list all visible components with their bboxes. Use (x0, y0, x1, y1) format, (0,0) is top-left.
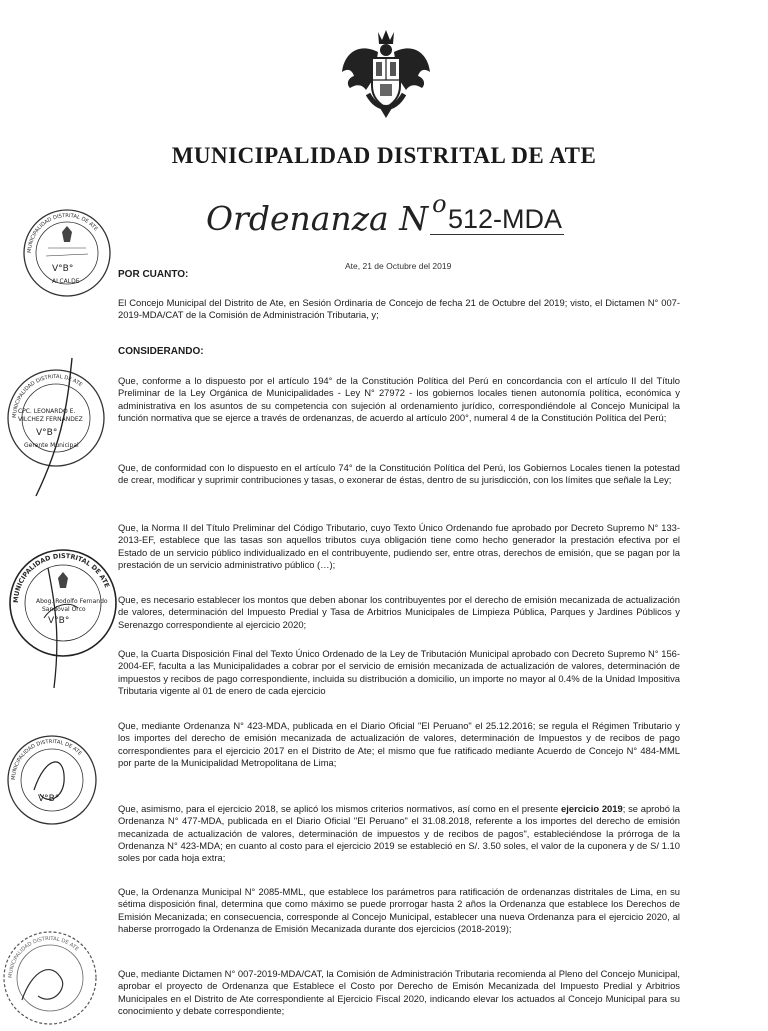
stamp-1-ring: MUNICIPALIDAD DISTRITAL DE ATE (26, 212, 99, 254)
stamp-4-ring: MUNICIPALIDAD DISTRITAL DE ATE (10, 738, 83, 781)
seal-stamp-gerente (6, 368, 106, 468)
paragraph-5: Que, la Cuarta Disposición Final del Texto Único Ordenado de la Ley de Tributación Municipal aprobado con Decreto Supremo N° 156-2004-EF, faculta a las Municipalidades a cobrar por el servicio de emisión mecanizada de actualización de valores, determinación de impuestos y recibos de pago correspondiente, incluida su distribución a domicilio, un importe no mayor al 0.4% de la Unidad Impositiva Tributaria vigente al 01 de enero de cada ejercicio (118, 648, 680, 696)
stamp-2-role: Gerente Municipal (24, 442, 79, 449)
paragraph-1: Que, conforme a lo dispuesto por el artículo 194° de la Constitución Política del Perú en concordancia con el artículo II del Título Preliminar de la Ley Orgánica de Municipalidades - Ley N° 27972 - los gobiernos locales tienen autonomía política, económica y administrativa en los asuntos de su competencia con sujeción al ordenamiento jurídico, correspondiéndole al Concejo Municipal la función normativa que se ejerce a través de ordenanzas, de acuerdo al artículo 200°, numeral 4 de la Constitución Política del Perú; (118, 375, 680, 423)
municipality-title: MUNICIPALIDAD DISTRITAL DE ATE (171, 143, 597, 168)
paragraph-7-bold: ejercicio 2019 (561, 803, 623, 814)
seal-stamp-4 (6, 734, 98, 826)
paragraph-2: Que, de conformidad con lo dispuesto en el artículo 74° de la Constitución Política del Perú, los Gobiernos Locales tienen la potestad de crear, modificar y suprimir contribuciones y tasas, o exonerar de éstas, dentro de su jurisdicción, con los límites que señale la Ley; (118, 462, 680, 486)
stamp-1-vb: V°B° (52, 264, 74, 274)
paragraph-visto: El Concejo Municipal del Distrito de Ate, en Sesión Ordinaria de Concejo de fecha 21 de Octubre del 2019; visto, el Dictamen N° 007-2019-MDA/CAT de la Comisión de Administración Tributaria, y; (118, 297, 680, 321)
stamp-2-name1: CPC. LEONARDO E. (18, 408, 76, 415)
paragraph-4: Que, es necesario establecer los montos que deben abonar los contribuyentes por el derecho de emisión mecanizada de actualización de valores, determinación del Impuesto Predial y Tasa de Arbitrios Municipales de Limpieza Pública, Parques y Jardines Públicos y Serenazgo correspondiente al ejercicio 2020; (118, 594, 680, 630)
coat-of-arms-icon (338, 28, 434, 120)
stamp-2-ring: MUNICIPALIDAD DISTRITAL DE ATE (11, 373, 84, 419)
paragraph-9: Que, mediante Dictamen N° 007-2019-MDA/CAT, la Comisión de Administración Tributaria recomienda al Pleno del Concejo Municipal, aprobar el proyecto de Ordenanza que Establece el Costo por Derecho de Emisón Mecanizada del Impuesto Predial y Arbitrios Municipales en el Distrito de Ate correspondiente al Ejercicio Fiscal 2020, indicando elevar los actuados al Concejo Municipal para su conocimiento y debate correspondiente; (118, 968, 680, 1016)
ordinance-label (206, 190, 447, 238)
considerando-heading: CONSIDERANDO: (118, 346, 204, 357)
ordinance-number: 512-MDA (430, 204, 564, 235)
seal-stamp-alcalde (22, 208, 112, 298)
por-cuanto-heading: POR CUANTO: (118, 269, 189, 280)
paragraph-7-a: Que, asimismo, para el ejercicio 2018, se aplicó los mismos criterios normativos, así como en el presente (118, 803, 562, 814)
ordinance-sign: o (432, 190, 447, 218)
stamp-5-ring: MUNICIPALIDAD DISTRITAL DE ATE (7, 935, 80, 979)
stamp-1-role: ALCALDE (52, 278, 80, 285)
paragraph-7 (118, 803, 680, 864)
svg-text:MUNICIPALIDAD DISTRITAL DE ATE (8, 936, 80, 978)
paragraph-3: Que, la Norma II del Título Preliminar del Código Tributario, cuyo Texto Único Ordenando fue aprobado por Decreto Supremo N° 133-2013-EF, establece que las tasas son aquellos tributos cuya obligación tiene como hecho generador la prestación efectiva por el Estado de un servicio público individualizado en el contribuyente, pudiendo ser, entre otras, derechos de emisión, que se pagan por la prestación de un servicio administrativo público (…); (118, 522, 680, 570)
document-date: Ate, 21 de Octubre del 2019 (345, 261, 452, 271)
stamp-3-name2: Sandoval Orco (42, 606, 86, 613)
paragraph-8: Que, la Ordenanza Municipal N° 2085-MML, que establece los parámetros para ratificación de ordenanzas distritales de Lima, en su sétima disposición final, determina que como máximo se puede prorrogar hasta 2 años la Ordenanza que establece los Derechos de Emisión Mecanizada; en consecuencia, corresponde al Concejo Municipal, establecer una nueva Ordenanza para el ejercicio 2020, al haberse prorrogado la Ordenanza de Emisión Mecanizada durante dos ejercicios (2018-2019); (118, 886, 680, 934)
seal-stamp-asesoria (8, 548, 118, 658)
stamp-2-vb: V°B° (36, 428, 58, 438)
stamp-4-vb: V°B° (38, 794, 60, 804)
ordinance-label-text: Ordenanza N (206, 199, 429, 238)
paragraph-6: Que, mediante Ordenanza N° 423-MDA, publicada en el Diario Oficial "El Peruano" el 25.12.2016; se regula el Régimen Tributario y los importes del derecho de emisión mecanizada de actualización de valores, determinación de Impuestos y de recibos de pago correspondientes para el ejercicio 2017 en el Distrito de Ate; el mismo que fue ratificado mediante Acuerdo de Concejo N° 484-MML por parte de la Municipalidad Metropolitana de Lima; (118, 720, 680, 768)
seal-stamp-5 (2, 930, 98, 1026)
stamp-3-name1: Abog. Rodolfo Fernando (36, 598, 108, 605)
stamp-3-ring: MUNICIPALIDAD DISTRITAL DE ATE (11, 551, 112, 604)
paragraph-7-c: ; se aprobó la Ordenanza N° 477-MDA, publicada en el Diario Oficial "El Peruano" el 31.08.2018, referente a los importes del derecho de emisión mecanizada de actualización de valores, determinación de impuestos y de recibos de pagos", estableciéndose la prórroga de la Ordenanza N° 423-MDA; en cuanto al costo para el ejercicio 2019 se estableció en S/. 3.50 soles, el valor de la cuponera y de S/ 1.10 soles por cada hoja extra; (118, 803, 680, 864)
stamp-3-vb: V°B° (48, 616, 70, 626)
stamp-2-name2: VILCHEZ FERNANDEZ (18, 416, 83, 423)
